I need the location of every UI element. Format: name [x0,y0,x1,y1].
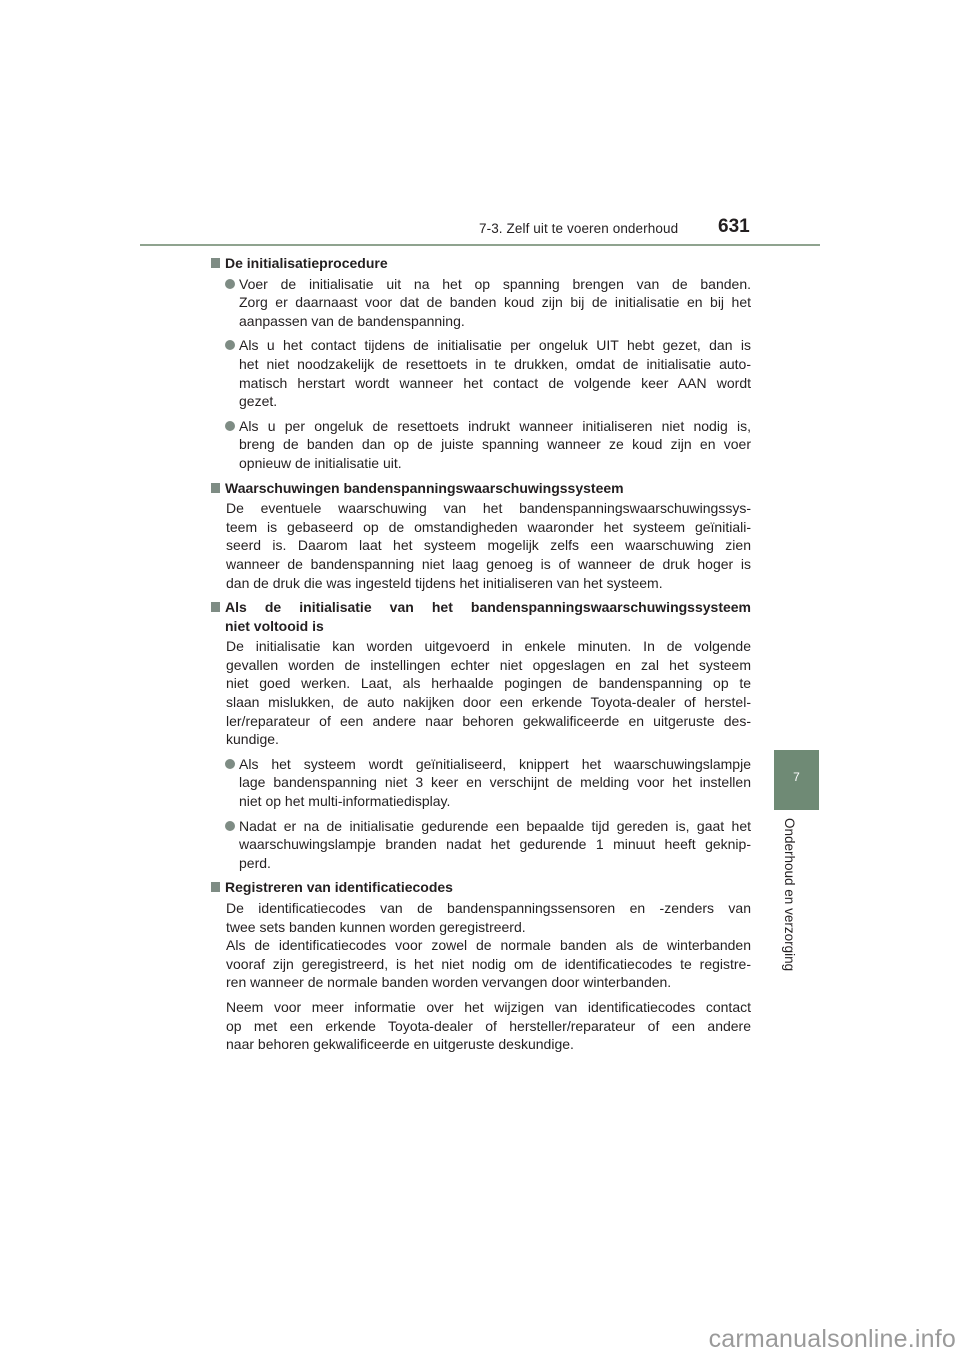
text-line: seerd is. Daarom laat het systeem mogelijk zelfs een waarschuwing zien [226,537,751,554]
text-line: opnieuw de initialisatie uit. [239,454,402,471]
chapter-label: Onderhoud en verzorging [782,818,797,972]
text-line: breng de banden dan op de juiste spanning wanneer ze koud zijn en voer [239,436,751,453]
section-heading: Als de initialisatie van het bandenspanningswaarschuwingssysteem niet voltooid is [211,598,751,635]
square-bullet-icon [211,602,220,612]
text-line: matisch herstart wordt wanneer het contact de volgende keer AAN wordt [239,374,751,391]
page-header [140,0,820,246]
text-line: Als u per ongeluk de resettoets indrukt wanneer initialiseren niet nodig is, [239,417,751,434]
round-bullet-icon [225,279,235,289]
section-initialisatie-niet-voltooid [211,598,751,872]
text-line: wanneer de bandenspanning niet laag genoeg is of wanneer de druk hoger is [226,555,751,572]
text-line: dan de druk die was ingesteld tijdens het initialiseren van het systeem. [226,574,663,591]
list-item [211,275,751,331]
text-line: Als de identificatiecodes voor zowel de normale banden als de winterbanden [226,937,751,954]
section-registreren-identificatiecodes [211,878,751,1053]
paragraph [211,499,751,592]
text-line: Neem voor meer informatie over het wijzigen van identificatiecodes contact [226,998,751,1015]
round-bullet-icon [225,340,235,350]
page-number: 631 [718,216,750,237]
text-line: niet op het multi-informatiedisplay. [239,793,451,810]
section-initialisatieprocedure [211,254,751,473]
text-line: het niet noodzakelijk de resettoets in te drukken, omdat de initialisatie auto- [239,355,751,372]
text-line: aanpassen van de bandenspanning. [239,312,465,329]
text-line: twee sets banden kunnen worden geregistreerd. [226,918,526,935]
text-line: kundige. [226,731,279,748]
list-item [211,755,751,811]
round-bullet-icon [225,821,235,831]
text-line: slaan mislukken, de auto nakijken door een erkende Toyota-dealer of herstel- [226,694,751,711]
page-content [211,254,751,1060]
section-waarschuwingen [211,479,751,593]
text-line: De initialisatie kan worden uitgevoerd in enkele minuten. In de volgende [226,638,751,655]
header-divider [140,244,820,246]
square-bullet-icon [211,258,220,268]
text-line: Nadat er na de initialisatie gedurende een bepaalde tijd gereden is, gaat het [239,817,751,834]
list-item [211,336,751,410]
text-line: teem is gebaseerd op de omstandigheden waaronder het systeem geïnitiali- [226,518,751,535]
section-heading: Waarschuwingen bandenspanningswaarschuwingssysteem [211,479,751,498]
section-title: 7-3. Zelf uit te voeren onderhoud [479,221,679,236]
paragraph [211,998,751,1054]
text-line: op met een erkende Toyota-dealer of hersteller/reparateur of een andere [226,1017,751,1034]
list-item [211,817,751,873]
text-line: Zorg er daarnaast voor dat de banden koud zijn bij de initialisatie en bij het [239,294,751,311]
text-line: ren wanneer de normale banden worden vervangen door winterbanden. [226,974,672,991]
section-heading: Registreren van identificatiecodes [211,878,751,897]
text-line: gezet. [239,393,278,410]
chapter-tab[interactable] [774,750,819,810]
text-line: ler/reparateur of een andere naar behoren gekwalificeerde en uitgeruste des- [226,712,751,729]
text-line: gevallen worden de instellingen echter niet opgeslagen en zal het systeem [226,656,751,673]
list-item [211,417,751,473]
site-watermark: carmanualsonline.info [708,1325,956,1353]
text-line: niet goed werken. Laat, als herhaalde pogingen de bandenspanning op te [226,675,751,692]
round-bullet-icon [225,421,235,431]
text-line: Als u het contact tijdens de initialisatie per ongeluk UIT hebt gezet, dan is [239,337,751,354]
chapter-number: 7 [793,770,800,784]
text-line: De eventuele waarschuwing van het bandenspanningswaarschuwingssys- [226,500,751,517]
text-line: Als het systeem wordt geïnitialiseerd, knippert het waarschuwingslampje [239,755,751,772]
square-bullet-icon [211,882,220,892]
section-heading: De initialisatieprocedure [211,254,751,273]
square-bullet-icon [211,483,220,493]
text-line: waarschuwingslampje branden nadat het gedurende 1 minuut heeft geknip- [239,836,751,853]
paragraph [211,637,751,749]
text-line: lage bandenspanning niet 3 keer en verschijnt de melding voor het instellen [239,774,751,791]
text-line: vooraf zijn geregistreerd, is het niet nodig om de identificatiecodes te registre- [226,955,751,972]
paragraph [211,899,751,992]
round-bullet-icon [225,759,235,769]
text-line: Voer de initialisatie uit na het op spanning brengen van de banden. [239,275,751,292]
text-line: naar behoren gekwalificeerde en uitgeruste deskundige. [226,1036,574,1053]
text-line: De identificatiecodes van de bandenspanningssensoren en -zenders van [226,900,751,916]
text-line: perd. [239,854,271,871]
